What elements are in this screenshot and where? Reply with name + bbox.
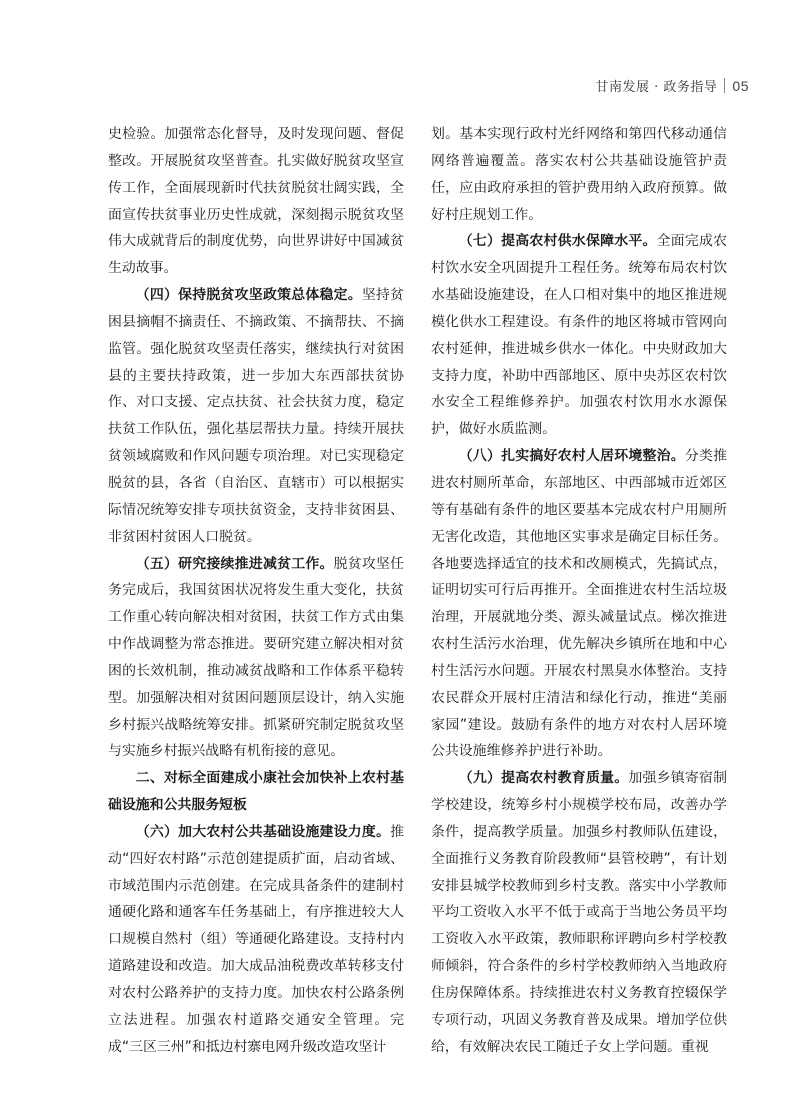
paragraph <box>431 228 727 443</box>
left-column <box>108 121 404 1061</box>
paragraph: 史检验。加强常态化督导，及时发现问题、督促整改。开展脱贫攻坚普查。扎实做好脱贫攻坚宣传工作，全面展现新时代扶贫脱贫壮阔实践，全面宣传扶贫事业历史性成就，深刻揭示脱贫攻坚伟大成就背后的制度优势，向世界讲好中国减贫生动故事。 <box>108 126 404 277</box>
page-header <box>596 76 749 95</box>
paragraph-lead: （八）扎实搞好农村人居环境整治。 <box>458 448 685 465</box>
paragraph-body: 加强乡镇寄宿制学校建设，统筹乡村小规模学校布局，改善办学条件，提高教学质量。加强乡村教师队伍建设，全面推行义务教育阶段教师“县管校聘”，有计划安排县城学校教师到乡村支教。落实中小学教师平均工资收入水平不低于或高于当地公务员平均工资收入水平政策，教师职称评聘向乡村学校教师倾斜，符合条件的乡村学校教师纳入当地政府住房保障体系。持续推进农村义务教育控辍保学专项行动，巩固义务教育普及成果。增加学位供给，有效解决农民工随迁子女上学问题。重视 <box>431 770 727 1055</box>
page-number: 05 <box>732 77 749 94</box>
paragraph <box>108 282 404 550</box>
paragraph <box>431 765 727 1060</box>
right-column <box>431 121 727 1061</box>
section-title: 甘南发展 · 政务指导 <box>595 80 718 95</box>
paragraph-lead: （七）提高农村供水保障水平。 <box>458 233 657 250</box>
section-heading: 二、对标全面建成小康社会加快补上农村基础设施和公共服务短板 <box>108 770 404 814</box>
paragraph-lead: （六）加大农村公共基础设施建设力度。 <box>135 823 391 840</box>
paragraph-body: 坚持贫困县摘帽不摘责任、不摘政策、不摘帮扶、不摘监管。强化脱贫攻坚责任落实，继续执行对贫困县的主要扶持政策，进一步加大东西部扶贫协作、对口支援、定点扶贫、社会扶贫力度，稳定扶贫工作队伍，强化基层帮扶力量。持续开展扶贫领域腐败和作风问题专项治理。对已实现稳定脱贫的县，各省（自治区、直辖市）可以根据实际情况统筹安排专项扶贫资金，支持非贫困县、非贫困村贫困人口脱贫。 <box>108 287 404 545</box>
paragraph-body: 分类推进农村厕所革命，东部地区、中西部城市近郊区等有基础有条件的地区要基本完成农村户用厕所无害化改造，其他地区实事求是确定目标任务。各地要选择适宜的技术和改厕模式，先搞试点，证明切实可行后再推开。全面推进农村生活垃圾治理，开展就地分类、源头减量试点。梯次推进农村生活污水治理，优先解决乡镇所在地和中心村生活污水问题。开展农村黑臭水体整治。支持农民群众开展村庄清洁和绿化行动，推进“美丽家园”建设。鼓励有条件的地方对农村人居环境公共设施维修养护进行补助。 <box>431 448 727 760</box>
header-divider <box>724 78 725 93</box>
paragraph-body: 脱贫攻坚任务完成后，我国贫困状况将发生重大变化，扶贫工作重心转向解决相对贫困，扶贫工作方式由集中作战调整为常态推进。要研究建立解决相对贫困的长效机制，推动减贫战略和工作体系平稳转型。加强解决相对贫困问题顶层设计，纳入实施乡村振兴战略统筹安排。抓紧研究制定脱贫攻坚与实施乡村振兴战略有机衔接的意见。 <box>108 555 404 760</box>
paragraph-body: 全面完成农村饮水安全巩固提升工程任务。统筹布局农村饮水基础设施建设，在人口相对集中的地区推进规模化供水工程建设。有条件的地区将城市管网向农村延伸，推进城乡供水一体化。中央财政加大支持力度，补助中西部地区、原中央苏区农村饮水安全工程维修养护。加强农村饮用水水源保护，做好水质监测。 <box>431 233 727 438</box>
paragraph <box>108 551 404 766</box>
paragraph: 划。基本实现行政村光纤网络和第四代移动通信网络普遍覆盖。落实农村公共基础设施管护责任，应由政府承担的管护费用纳入政府预算。做好村庄规划工作。 <box>431 126 727 223</box>
paragraph-lead: （五）研究接续推进减贫工作。 <box>135 555 334 572</box>
paragraph-lead: （四）保持脱贫攻坚政策总体稳定。 <box>135 287 362 304</box>
paragraph <box>431 443 727 765</box>
paragraph-body: 推动“四好农村路”示范创建提质扩面，启动省域、市域范围内示范创建。在完成具备条件的建制村通硬化路和通客车任务基础上，有序推进较大人口规模自然村（组）等通硬化路建设。支持村内道路建设和改造。加大成品油税费改革转移支付对农村公路养护的支持力度。加快农村公路条例立法进程。加强农村道路交通安全管理。完成“三区三州”和抵边村寨电网升级改造攻坚计 <box>108 823 404 1055</box>
paragraph-lead: （九）提高农村教育质量。 <box>458 770 629 787</box>
paragraph <box>108 819 404 1061</box>
